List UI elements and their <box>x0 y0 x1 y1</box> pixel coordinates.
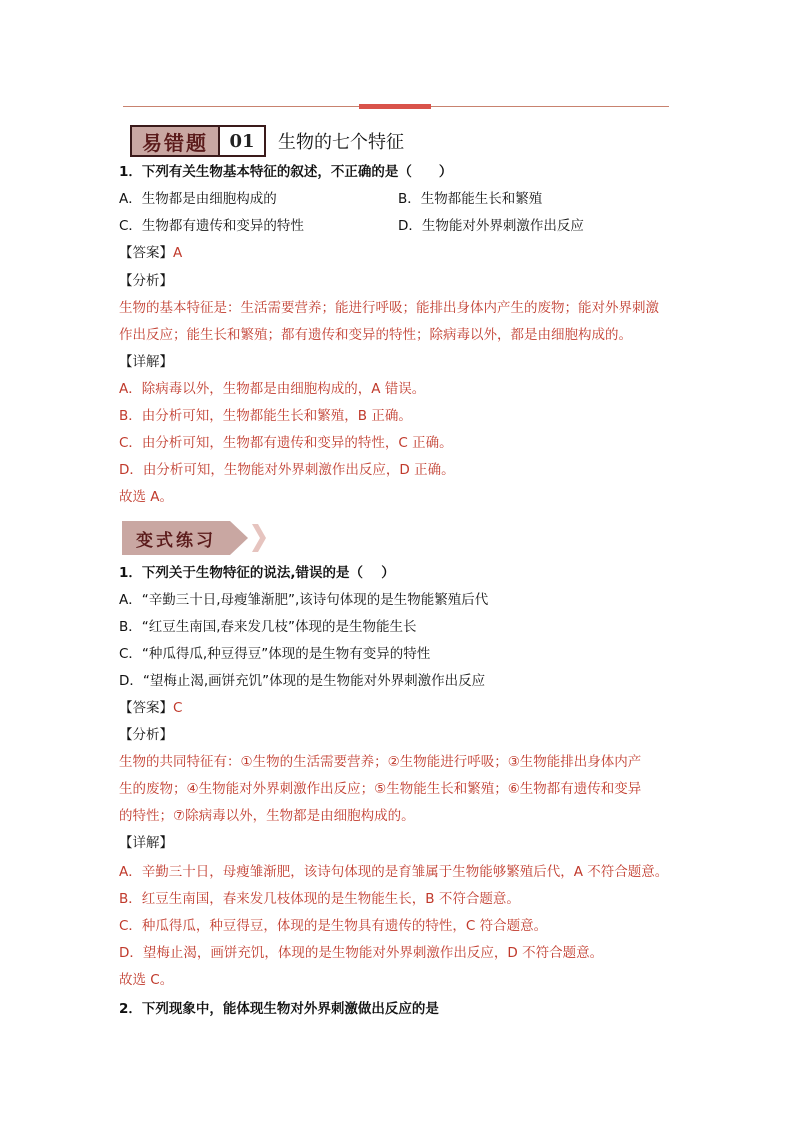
question-1-detail-label: 【详解】 <box>119 354 173 370</box>
practice-1-detail-label: 【详解】 <box>119 835 173 851</box>
section-title: 生物的七个特征 <box>278 132 404 153</box>
question-1-analysis-line-2: 作出反应；能生长和繁殖；都有遗传和变异的特性；除病毒以外，都是由细胞构成的。 <box>119 327 632 343</box>
question-1-analysis-label: 【分析】 <box>119 273 173 289</box>
section-badge-practice <box>122 521 272 555</box>
question-1-conclusion: 故选 A。 <box>119 489 174 505</box>
header-rule-accent <box>359 104 431 109</box>
practice-1-option-c: C．“种瓜得瓜,种豆得豆”体现的是生物有变异的特性 <box>119 646 431 662</box>
practice-2-stem: 2．下列现象中，能体现生物对外界刺激做出反应的是 <box>119 1001 439 1017</box>
question-1-detail-a: A．除病毒以外，生物都是由细胞构成的，A 错误。 <box>119 381 426 397</box>
practice-1-detail-d: D．望梅止渴，画饼充饥，体现的是生物能对外界刺激作出反应，D 不符合题意。 <box>119 945 604 961</box>
badge-number: 01 <box>220 125 266 157</box>
practice-1-analysis-line-2: 生的废物；④生物能对外界刺激作出反应；⑤生物能生长和繁殖；⑥生物都有遗传和变异 <box>119 781 642 797</box>
practice-1-answer: 【答案】C <box>119 700 183 716</box>
practice-1-detail-b: B．红豆生南国，春来发几枝体现的是生物能生长，B 不符合题意。 <box>119 891 520 907</box>
question-1-option-b: B．生物都能生长和繁殖 <box>398 191 543 207</box>
practice-1-option-b: B．“红豆生南国,春来发几枝”体现的是生物能生长 <box>119 619 417 635</box>
practice-badge-label: 变式练习 <box>122 521 230 555</box>
question-1-option-a: A．生物都是由细胞构成的 <box>119 191 277 207</box>
practice-1-option-d: D．“望梅止渴,画饼充饥”体现的是生物能对外界刺激作出反应 <box>119 673 486 689</box>
practice-1-analysis-line-3: 的特性；⑦除病毒以外，生物都是由细胞构成的。 <box>119 808 415 824</box>
practice-1-analysis-line-1: 生物的共同特征有：①生物的生活需要营养；②生物能进行呼吸；③生物能排出身体内产 <box>119 754 642 770</box>
question-1-option-c: C．生物都有遗传和变异的特性 <box>119 218 304 234</box>
practice-1-stem: 1．下列关于生物特征的说法,错误的是（ ） <box>119 565 395 581</box>
question-1-analysis-line-1: 生物的基本特征是：生活需要营养；能进行呼吸；能排出身体内产生的废物；能对外界刺激 <box>119 300 659 316</box>
section-badge-error-prone <box>130 125 404 157</box>
question-1-answer: 【答案】A <box>119 245 183 261</box>
practice-1-conclusion: 故选 C。 <box>119 972 174 988</box>
practice-1-analysis-label: 【分析】 <box>119 727 173 743</box>
practice-1-detail-c: C．种瓜得瓜，种豆得豆，体现的是生物具有遗传的特性，C 符合题意。 <box>119 918 548 934</box>
question-1-stem: 1．下列有关生物基本特征的叙述，不正确的是（ ） <box>119 164 453 180</box>
badge-label: 易错题 <box>130 125 220 157</box>
question-1-detail-c: C．由分析可知，生物都有遗传和变异的特性，C 正确。 <box>119 435 453 451</box>
question-1-option-d: D．生物能对外界刺激作出反应 <box>398 218 584 234</box>
question-1-detail-b: B．由分析可知，生物都能生长和繁殖，B 正确。 <box>119 408 412 424</box>
practice-1-detail-a: A．辛勤三十日，母瘦雏渐肥，该诗句体现的是育雏属于生物能够繁殖后代，A 不符合题意。 <box>119 864 669 880</box>
practice-1-option-a: A．“辛勤三十日,母瘦雏渐肥”,该诗句体现的是生物能繁殖后代 <box>119 592 489 608</box>
practice-badge-arrow <box>230 521 248 555</box>
chevron-right-icon <box>252 524 266 552</box>
question-1-detail-d: D．由分析可知，生物能对外界刺激作出反应，D 正确。 <box>119 462 455 478</box>
